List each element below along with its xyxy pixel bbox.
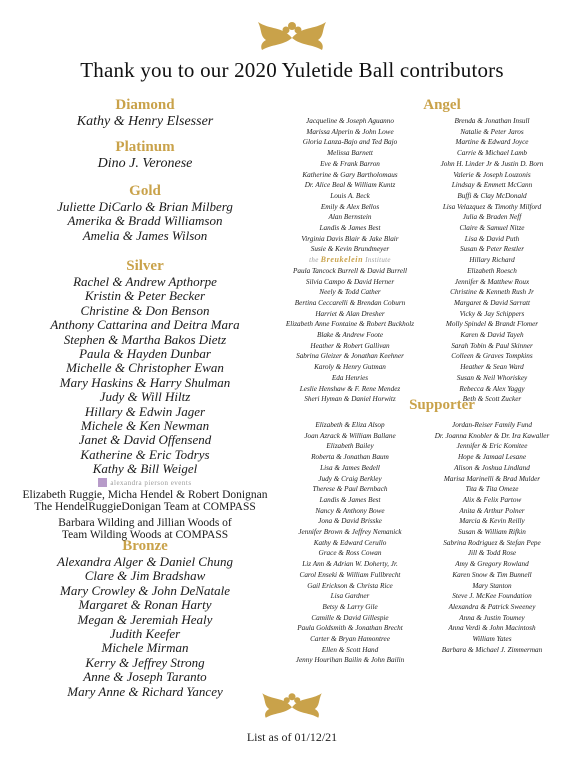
- angel-name: Elizabeth Roesch: [467, 266, 517, 275]
- gold-name: Juliette DiCarlo & Brian Milberg: [57, 199, 233, 214]
- silver-name: Katherine & Eric Todrys: [80, 446, 210, 462]
- supporter-name: Amy & Gregory Rowland: [455, 560, 529, 569]
- bronze-section: [0, 537, 290, 699]
- angel-name: Alan Bernstein: [328, 213, 372, 222]
- supporter-name: Jona & David Brisske: [318, 517, 382, 526]
- supporter-name: Dr. Joanna Knobler & Dr. Ira Kawaller: [434, 431, 550, 440]
- breukelein-logo: the Breukelein Institute: [309, 255, 391, 265]
- supporter-name: Liz Ann & Adrian W. Doherty, Jr.: [302, 560, 398, 569]
- platinum-section: [0, 138, 290, 171]
- angel-name: Lisa & David Puth: [464, 234, 520, 243]
- angel-name: Emily & Alex Bellos: [320, 202, 380, 211]
- list-date-footer: List as of 01/12/21: [246, 730, 338, 744]
- bronze-name: Clare & Jim Bradshaw: [84, 568, 206, 584]
- supporter-name: Anna Verdi & John Macintosh: [448, 624, 536, 633]
- silver-name: Mary Haskins & Harry Shulman: [59, 374, 231, 390]
- silver-name: Kathy & Bill Weigel: [92, 461, 198, 477]
- supporter-name: Alix & Felix Partow: [462, 495, 522, 504]
- supporter-name: Marcia & Kevin Reilly: [459, 517, 525, 526]
- angel-name: Susan & Neil Whoriskey: [456, 373, 528, 382]
- supporter-name: Judy & Craig Berkley: [318, 474, 382, 483]
- supporter-name: Elizabeth Bailey: [326, 442, 374, 451]
- angel-name: Jacqueline & Joseph Aguanno: [306, 117, 394, 125]
- supporter-name: Marisa Marinelli & Brad Mulder: [443, 474, 541, 483]
- platinum-heading: Platinum: [115, 139, 175, 155]
- angel-name: Julia & Braden Neff: [462, 213, 522, 222]
- supporter-name: Carter & Bryan Hamontree: [310, 635, 390, 644]
- angel-name: Sabrina Gleizer & Jonathan Keehner: [296, 352, 404, 361]
- alexandra-pierson-logo: alexandra pierson events: [0, 477, 290, 489]
- supporter-name: Anita & Arthur Polner: [459, 506, 525, 515]
- angel-name: Beth & Scott Zucker: [462, 395, 522, 404]
- angel-name: Jennifer & Matthew Roux: [454, 277, 530, 286]
- angel-name: Heather & Robert Gallivan: [310, 341, 390, 350]
- supporter-name: Barbara & Michael J. Zimmerman: [441, 645, 543, 654]
- gold-name: Amerika & Bradd Williamson: [67, 213, 223, 229]
- page-title: Thank you to our 2020 Yuletide Ball contributors: [80, 58, 504, 82]
- supporter-name: Paula Goldsmith & Jonathan Brecht: [297, 624, 403, 633]
- diamond-name: Kathy & Henry Elsesser: [76, 114, 214, 129]
- supporter-name: Hope & Jamaal Lesane: [457, 453, 527, 462]
- angel-name: Virginia Davis Blair & Jake Blair: [301, 234, 399, 243]
- holly-bottom-icon: [257, 680, 327, 724]
- bronze-name: Alexandra Alger & Daniel Chung: [57, 554, 233, 569]
- supporter-name: Jennifer Brown & Jeffrey Nemanick: [298, 528, 402, 537]
- angel-name: Eve & Frank Barron: [320, 159, 380, 168]
- angel-name: Eda Henries: [331, 373, 369, 382]
- angel-name: Natalie & Peter Jaros: [460, 127, 524, 136]
- angel-name: Silvia Campo & David Herner: [305, 277, 395, 286]
- supporter-name: Nancy & Anthony Bowe: [315, 506, 385, 515]
- diamond-section: [0, 96, 290, 129]
- bronze-name: Michele Mirman: [101, 640, 189, 656]
- angel-name: Paula Tancock Burrell & David Burrell: [293, 266, 407, 275]
- supporter-name: Therese & Paul Bernbach: [312, 485, 388, 494]
- angel-name: Martine & Edward Joyce: [455, 138, 529, 147]
- supporter-name: Elizabeth & Eliza Alsop: [315, 421, 385, 429]
- angel-name: Margaret & David Sarratt: [454, 298, 530, 307]
- angel-name: Elizabeth Anne Fontaine & Robert Buckholz: [285, 320, 415, 329]
- angel-name: Harriet & Alan Dresher: [315, 309, 385, 318]
- supporter-name: Mary Stanton: [472, 581, 512, 590]
- angel-name: Heather & Sean Ward: [460, 363, 524, 372]
- angel-name: Melissa Barnett: [327, 149, 373, 158]
- supporter-name: Sabrina Rodriguez & Stefan Pepe: [443, 538, 541, 547]
- bronze-name: Mary Anne & Richard Yancey: [67, 683, 223, 699]
- angel-name: Lisa Velazquez & Timothy Milford: [442, 202, 542, 211]
- angel-name: Blake & Andrew Foote: [316, 331, 384, 340]
- supporter-name: Jenny Hourihan Bailin & John Bailin: [295, 656, 405, 665]
- angel-name: Lindsay & Emmett McCann: [451, 181, 533, 190]
- silver-extra: Elizabeth Ruggie, Micha Hendel & Robert Donignan: [22, 488, 268, 501]
- angel-name: Karen & David Tayeh: [460, 331, 524, 340]
- angel-name: Rebecca & Alex Yaggy: [459, 384, 525, 393]
- silver-name: Paula & Hayden Dunbar: [79, 346, 211, 362]
- angel-name: Gloria Lanza-Bajo and Ted Bajo: [302, 138, 398, 147]
- silver-name: Hillary & Edwin Jager: [84, 403, 206, 419]
- supporter-name: Tita & Tita Omeze: [465, 485, 519, 494]
- angel-name: Brenda & Jonathan Insull: [454, 117, 530, 125]
- angel-name: Karoly & Henry Gutman: [314, 363, 386, 372]
- silver-name: Michele & Ken Newman: [80, 418, 210, 434]
- angel-name: Louis A. Beck: [330, 191, 370, 200]
- silver-name: Stephen & Martha Bakos Dietz: [63, 331, 227, 347]
- silver-extra: Barbara Wilding and Jillian Woods of: [58, 516, 232, 529]
- silver-name: Michelle & Christopher Ewan: [66, 360, 224, 376]
- supporter-name: Kathy & Edward Cerullo: [313, 538, 387, 547]
- angel-name: John H. Linder Jr & Justin D. Born: [440, 159, 544, 168]
- angel-name: Neely & Todd Cather: [319, 288, 381, 297]
- bronze-name: Judith Keefer: [109, 626, 181, 642]
- angel-name: Sheri Hyman & Daniel Horwitz: [304, 395, 396, 404]
- angel-heading: Angel: [423, 97, 461, 113]
- angel-name: Marissa Alperin & John Lowe: [306, 127, 394, 136]
- bronze-name: Margaret & Ronan Harty: [78, 597, 212, 613]
- supporter-name: Camille & David Gillespie: [311, 613, 389, 622]
- silver-name: Janet & David Offensend: [78, 432, 212, 448]
- angel-list-right: [422, 116, 562, 405]
- supporter-name: Lisa & James Bedell: [320, 463, 380, 472]
- supporter-name: Ellen & Scott Hand: [321, 645, 379, 654]
- angel-name: Vicky & Jay Schippers: [459, 309, 525, 318]
- supporter-name: Anna & Justin Toumey: [459, 613, 525, 622]
- angel-name: Susan & Peter Restler: [459, 245, 525, 254]
- gold-section: [0, 182, 290, 243]
- supporter-name: Susan & William Rifkin: [458, 528, 526, 537]
- gold-name: Amelia & James Wilson: [82, 227, 208, 243]
- supporter-list-left: [282, 420, 418, 666]
- supporter-name: Alison & Joshua Lindland: [454, 463, 530, 472]
- supporter-name: Lisa Gardner: [330, 592, 370, 601]
- platinum-name: Dino J. Veronese: [97, 156, 193, 171]
- supporter-name: Karen Snow & Tim Bunnell: [452, 570, 532, 579]
- logo-square-icon: [98, 478, 107, 487]
- bronze-name: Megan & Jeremiah Healy: [77, 611, 213, 627]
- angel-name: Christine & Kenneth Rush Jr: [450, 288, 534, 297]
- supporter-name: Betsy & Larry Gile: [322, 602, 378, 611]
- holly-top-icon: [252, 8, 332, 56]
- angel-name: Colleen & Graves Tompkins: [451, 352, 533, 361]
- silver-name: Christine & Don Benson: [80, 302, 210, 318]
- supporter-name: Roberta & Jonathan Baum: [311, 453, 389, 462]
- angel-name: Hillary Richard: [469, 256, 515, 265]
- silver-name: Kristin & Peter Becker: [84, 288, 206, 304]
- gold-heading: Gold: [129, 183, 161, 199]
- angel-name: Dr. Alice Beal & William Kuntz: [304, 181, 396, 190]
- supporter-name: Gail Erickson & Christa Rice: [307, 581, 393, 590]
- angel-name: Landis & James Best: [319, 224, 381, 233]
- bronze-heading: Bronze: [122, 538, 168, 554]
- silver-name: Judy & Will Hiltz: [99, 389, 191, 405]
- supporter-name: Landis & James Best: [319, 495, 381, 504]
- silver-heading: Silver: [126, 258, 164, 274]
- angel-list-left: [282, 116, 418, 405]
- angel-name: Leslie Henshaw & F. Rene Mendez: [299, 384, 401, 393]
- angel-name: Molly Spindel & Brandt Flomer: [445, 320, 539, 329]
- angel-name: Susie & Kevin Brundmeyer: [310, 245, 390, 254]
- angel-name: Valerie & Joseph Louzonis: [453, 170, 531, 179]
- silver-name: Rachel & Andrew Apthorpe: [73, 274, 217, 289]
- silver-extra: The HendelRuggieDonigan Team at COMPASS: [34, 501, 256, 514]
- supporter-name: Carol Enseki & William Fullbrecht: [299, 570, 401, 579]
- supporter-name: Alexandra & Patrick Sweeney: [448, 602, 536, 611]
- supporter-name: Grace & Ross Cowan: [318, 549, 382, 558]
- bronze-name: Kerry & Jeffrey Strong: [85, 654, 205, 670]
- supporter-list-right: [422, 420, 562, 655]
- supporter-name: Jennifer & Eric Komitee: [456, 442, 528, 451]
- supporter-heading: Supporter: [409, 397, 475, 413]
- bronze-name: Anne & Joseph Taranto: [83, 669, 207, 685]
- angel-name: Sarah Tobin & Paul Skinner: [451, 341, 533, 350]
- angel-name: Carrie & Michael Lamb: [456, 149, 528, 158]
- silver-section: [0, 257, 290, 542]
- diamond-heading: Diamond: [115, 97, 175, 113]
- supporter-name: Joan Azrack & William Ballane: [304, 431, 396, 440]
- supporter-name: Steve J. McKee Foundation: [452, 592, 532, 601]
- silver-name: Anthony Cattarina and Deitra Mara: [50, 317, 240, 333]
- angel-name: Bertina Ceccarelli & Brendan Coburn: [294, 298, 406, 307]
- supporter-name: William Yates: [472, 635, 512, 644]
- silver-extra: Team Wilding Woods at COMPASS: [61, 529, 229, 542]
- supporter-name: Jill & Todd Rose: [467, 549, 517, 558]
- supporter-name: Jordan-Reiser Family Fund: [452, 421, 532, 429]
- angel-name: Buffi & Clay McDonald: [457, 191, 527, 200]
- bronze-name: Mary Crowley & John DeNatale: [60, 582, 230, 598]
- angel-name: Katherine & Gary Bartholomaus: [302, 170, 398, 179]
- angel-name: Claire & Samuel Nitze: [459, 224, 525, 233]
